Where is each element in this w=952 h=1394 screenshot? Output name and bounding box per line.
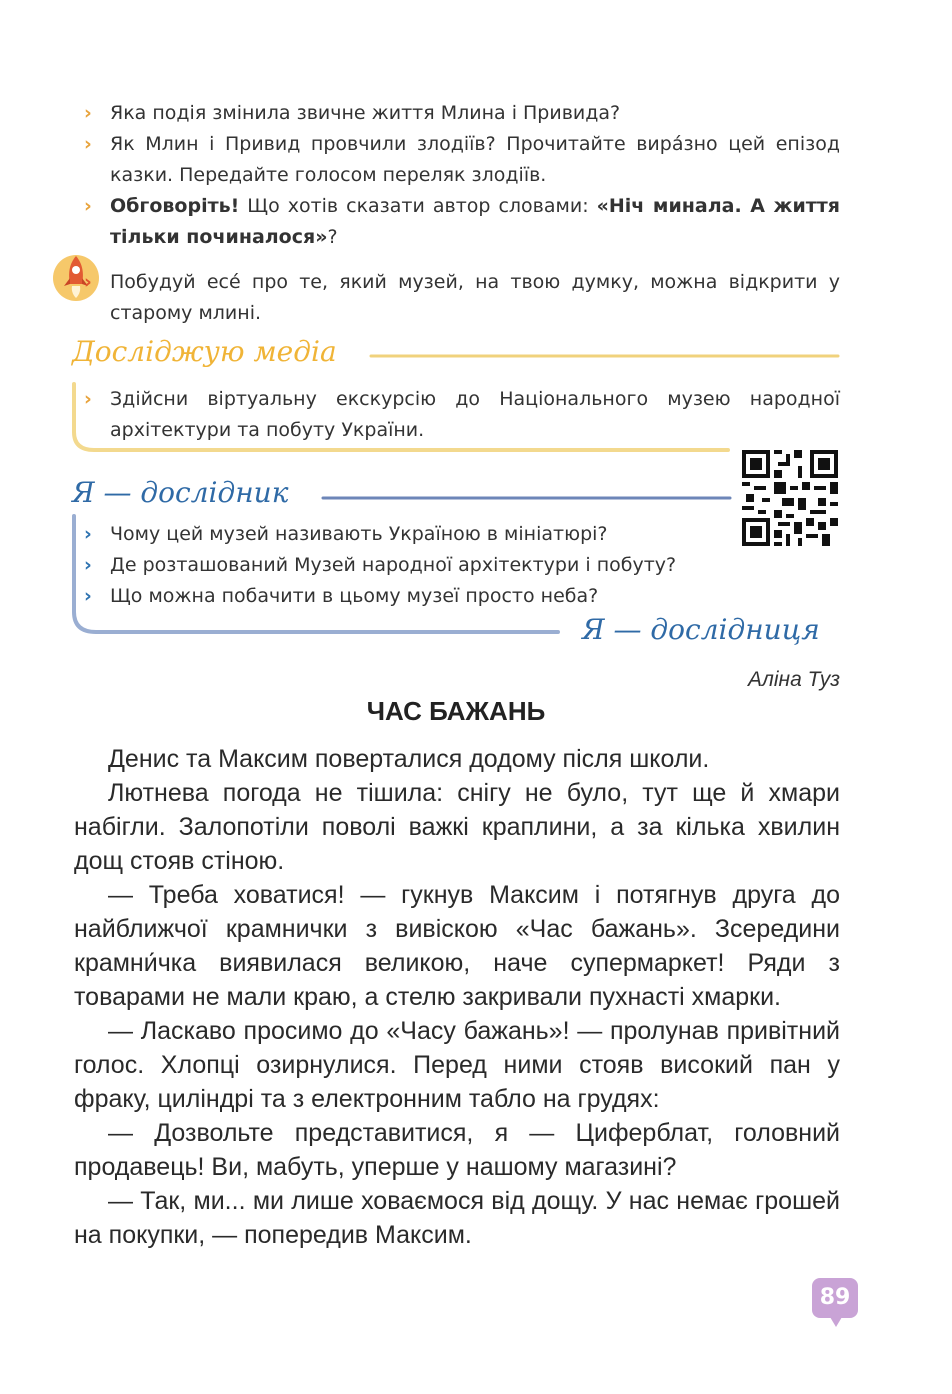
media-section-title: Досліджую медіа	[72, 335, 337, 368]
story-text	[74, 742, 840, 1252]
research-question-3: › Що можна побачити в цьому музеї просто неба?	[110, 581, 840, 612]
research-question-1: › Чому цей музей називають Україною в мініатюрі?	[110, 519, 840, 550]
chevron-right-icon: ›	[84, 102, 92, 124]
story-paragraph: Лютнева погода не тішила: снігу не було, тут ще й хмари набігли. Залопотіли поволі важкі краплини, а за кілька хвилин дощ стояв стіною.	[74, 779, 840, 875]
research-section-title-alt: Я — дослідниця	[582, 613, 820, 646]
story-paragraph: Денис та Максим поверталися додому після школи.	[108, 745, 710, 773]
media-task: › Здійсни віртуальну екскурсію до Національного музею народної архітектури та побуту України.	[110, 384, 840, 446]
question-2: › Як Млин і Привид провчили злодіїв? Прочитайте вира́зно цей епізод казки. Передайте голосом переляк злодіїв.	[110, 129, 840, 191]
chevron-right-icon: ›	[84, 271, 92, 293]
chevron-right-icon: ›	[84, 585, 92, 607]
chevron-right-icon: ›	[84, 523, 92, 545]
research-section-title: Я — дослідник	[72, 476, 289, 509]
chevron-right-icon: ›	[84, 554, 92, 576]
essay-task: › Побудуй есе́ про те, який музей, на твою думку, можна відкрити у старому млині.	[110, 267, 840, 329]
rocket-icon	[52, 250, 100, 302]
chevron-right-icon: ›	[84, 388, 92, 410]
story-paragraph: — Треба ховатися! — гукнув Максим і потягнув друга до найближчої крамнички з вивіскою «Час бажань». Зсередини крамни́чка виявилася великою, наче супермаркет! Ряди з товарами не мали краю, а стелю закривали пухнасті хмарки.	[74, 881, 840, 1011]
story-author: Аліна Туз	[748, 668, 840, 691]
chevron-right-icon: ›	[84, 195, 92, 217]
story-paragraph: — Так, ми... ми лише ховаємося від дощу. У нас немає грошей на покупки, — попередив Максим.	[74, 1187, 840, 1249]
story-paragraph: — Дозвольте представитися, я — Циферблат, головний продавець! Ви, мабуть, уперше у нашому магазині?	[74, 1119, 840, 1181]
story-paragraph: — Ласкаво просимо до «Часу бажань»! — пролунав привітний голос. Хлопці озирнулися. Перед ними стояв високий пан у фраку, циліндрі та з електронним табло на грудях:	[74, 1017, 840, 1113]
question-1: › Яка подія змінила звичне життя Млина і Привида?	[110, 98, 840, 129]
page-number: 89	[812, 1278, 858, 1318]
story-title: ЧАС БАЖАНЬ	[366, 696, 546, 726]
chevron-right-icon: ›	[84, 133, 92, 155]
question-3: › Обговоріть! Що хотів сказати автор словами: «Ніч минала. А життя тільки починалося»?	[110, 191, 840, 253]
research-question-2: › Де розташований Музей народної архітектури і побуту?	[110, 550, 840, 581]
